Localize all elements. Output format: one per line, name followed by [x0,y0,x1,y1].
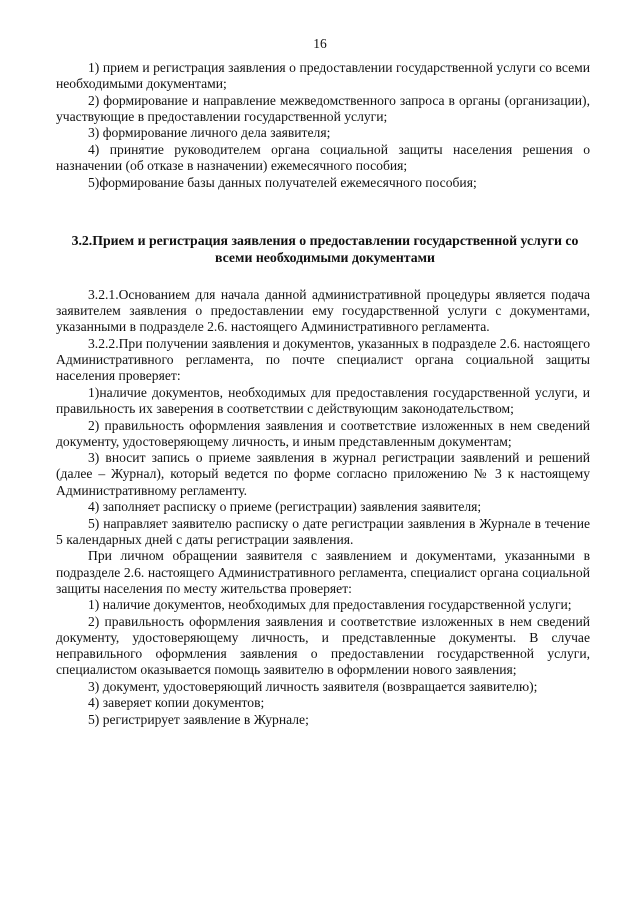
paragraph: 4) заверяет копии документов; [88,695,265,711]
paragraph: 5) регистрирует заявление в Журнале; [88,711,309,727]
paragraph: 2) правильность оформления заявления и соответствие изложенных в нем сведений документу, удостоверяющему личность, и иным представленным документам; [56,417,590,449]
paragraph: 3) вносит запись о приеме заявления в журнал регистрации заявлений и решений (далее – Журнал), который ведется по форме согласно приложению № 3 к настоящему Административному регламенту. [56,450,590,498]
paragraph: 3.2.2.При получении заявления и документов, указанных в подразделе 2.6. настоящего Административного регламента, по почте специалист органа социальной защиты населения проверяет: [56,335,590,384]
paragraph: При личном обращении заявителя с заявлением и документами, указанными в подразделе 2.6. настоящего Административного регламента, специалист органа социальной защиты населения по месту жительства проверяет: [56,548,590,596]
paragraph: 3.2.1.Основанием для начала данной административной процедуры является подача заявителем заявления о предоставлении ему государственной услуги с документами, указанными в подразделе 2.6. настоящего Административного регламента. [56,287,590,335]
paragraph: 2) правильность оформления заявления и соответствие изложенных в нем сведений документу, удостоверяющему личность, и представленные документы. В случае неправильного оформления заявления о предоставлении государственной услуги, специалистом оказывается помощь заявителю в оформлении нового заявления; [56,613,590,678]
page-number: 16 [313,36,327,51]
paragraph: 1)наличие документов, необходимых для предоставления государственной услуги, и правильность их заверения в соответствии с действующим законодательством; [56,384,590,417]
section-heading: 3.2.Прием и регистрация заявления о предоставлении государственной услуги со всеми необходимыми документами [71,233,579,265]
list-item: 4) принятие руководителем органа социальной защиты населения решения о назначении (об отказе в назначении) ежемесячного пособия; [56,141,590,174]
procedure-list [56,60,590,191]
paragraph: 5) направляет заявителю расписку о дате регистрации заявления в Журнале в течение 5 календарных дней с даты регистрации заявления. [56,515,590,547]
list-item: 1) прием и регистрация заявления о предоставлении государственной услуги со всеми необходимыми документами; [56,60,590,92]
list-item: 5)формирование базы данных получателей ежемесячного пособия; [88,174,477,190]
paragraph: 3) документ, удостоверяющий личность заявителя (возвращается заявителю); [88,678,538,694]
paragraph: 1) наличие документов, необходимых для предоставления государственной услуги; [88,597,572,613]
list-item: 3) формирование личного дела заявителя; [88,125,331,141]
paragraph: 4) заполняет расписку о приеме (регистрации) заявления заявителя; [88,499,482,515]
list-item: 2) формирование и направление межведомственного запроса в органы (организации), участвующие в предоставлении государственной услуги; [56,92,590,124]
section-body [56,287,590,728]
